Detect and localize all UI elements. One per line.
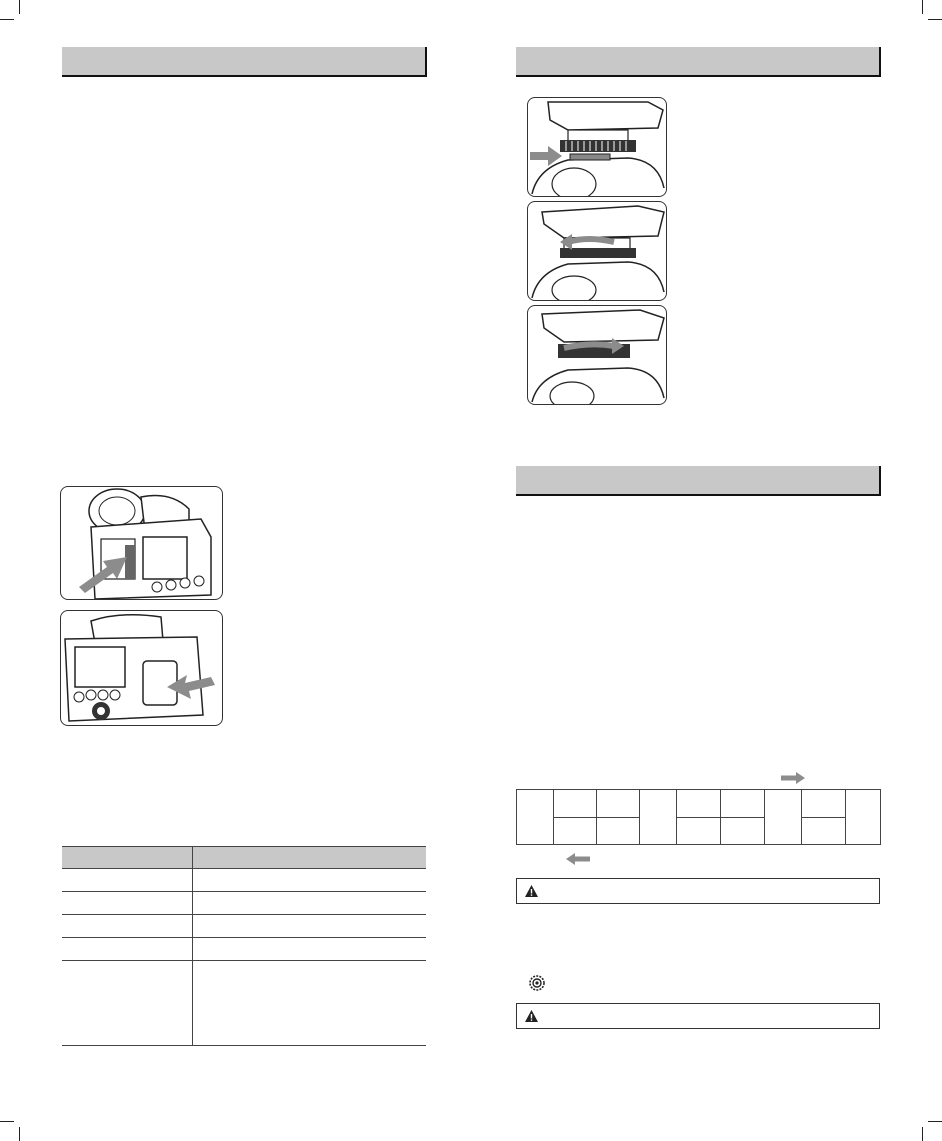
left-arrow-icon [566,852,590,870]
grid-cell [721,790,765,818]
warning-box-2 [516,1003,880,1029]
grid-cell [802,790,846,818]
table-cell [62,892,193,915]
crop-mark-top-left-h [0,19,14,20]
table-header-row [62,847,426,869]
table-cell [62,938,193,961]
grid-cell [517,790,554,845]
warning-box-1 [516,878,880,904]
table-cell [193,892,427,915]
crop-mark-top-right-h [928,19,942,20]
grid-cell [802,817,846,845]
table-header-cell [62,847,193,869]
grid-cell [721,817,765,845]
grid-cell [677,790,721,818]
section-header-left-top [62,47,427,77]
warning-triangle-icon [525,884,538,902]
mode-cycle-grid [516,789,881,845]
grid-cell [846,790,881,845]
section-header-right-middle [516,466,881,496]
warning-triangle-icon [525,1009,538,1027]
grid-cell [597,790,640,818]
table-row [62,961,426,1046]
crop-mark-top-left-v [19,0,20,14]
crop-mark-top-right-v [922,0,923,14]
crop-mark-bottom-left-h [0,1121,14,1122]
table-cell [62,915,193,938]
mount-step-3-illustration [527,305,667,405]
section-header-right-top [516,47,881,77]
mount-step-2-illustration [527,201,667,301]
table-header-cell [193,847,427,869]
grid-cell [765,790,802,845]
table-cell [193,915,427,938]
table-row [62,892,426,915]
crop-mark-bottom-right-h [928,1121,942,1122]
table-row [62,938,426,961]
table-row [62,869,426,892]
grid-cell [554,817,597,845]
table-cell [193,961,427,1046]
right-arrow-icon [530,146,562,171]
table-cell [62,869,193,892]
grid-cell [640,790,677,845]
table-row [62,915,426,938]
grid-cell [554,790,597,818]
crop-mark-bottom-right-v [922,1127,923,1141]
right-arrow-icon [781,771,805,789]
grid-cell [677,817,721,845]
table-cell [193,869,427,892]
table-cell [62,961,193,1046]
battery-door-illustration [60,486,223,600]
battery-insert-illustration [60,610,223,726]
dial-icon [529,975,545,996]
table-cell [193,938,427,961]
grid-cell [597,817,640,845]
spec-table [62,846,426,1046]
crop-mark-bottom-left-v [19,1127,20,1141]
